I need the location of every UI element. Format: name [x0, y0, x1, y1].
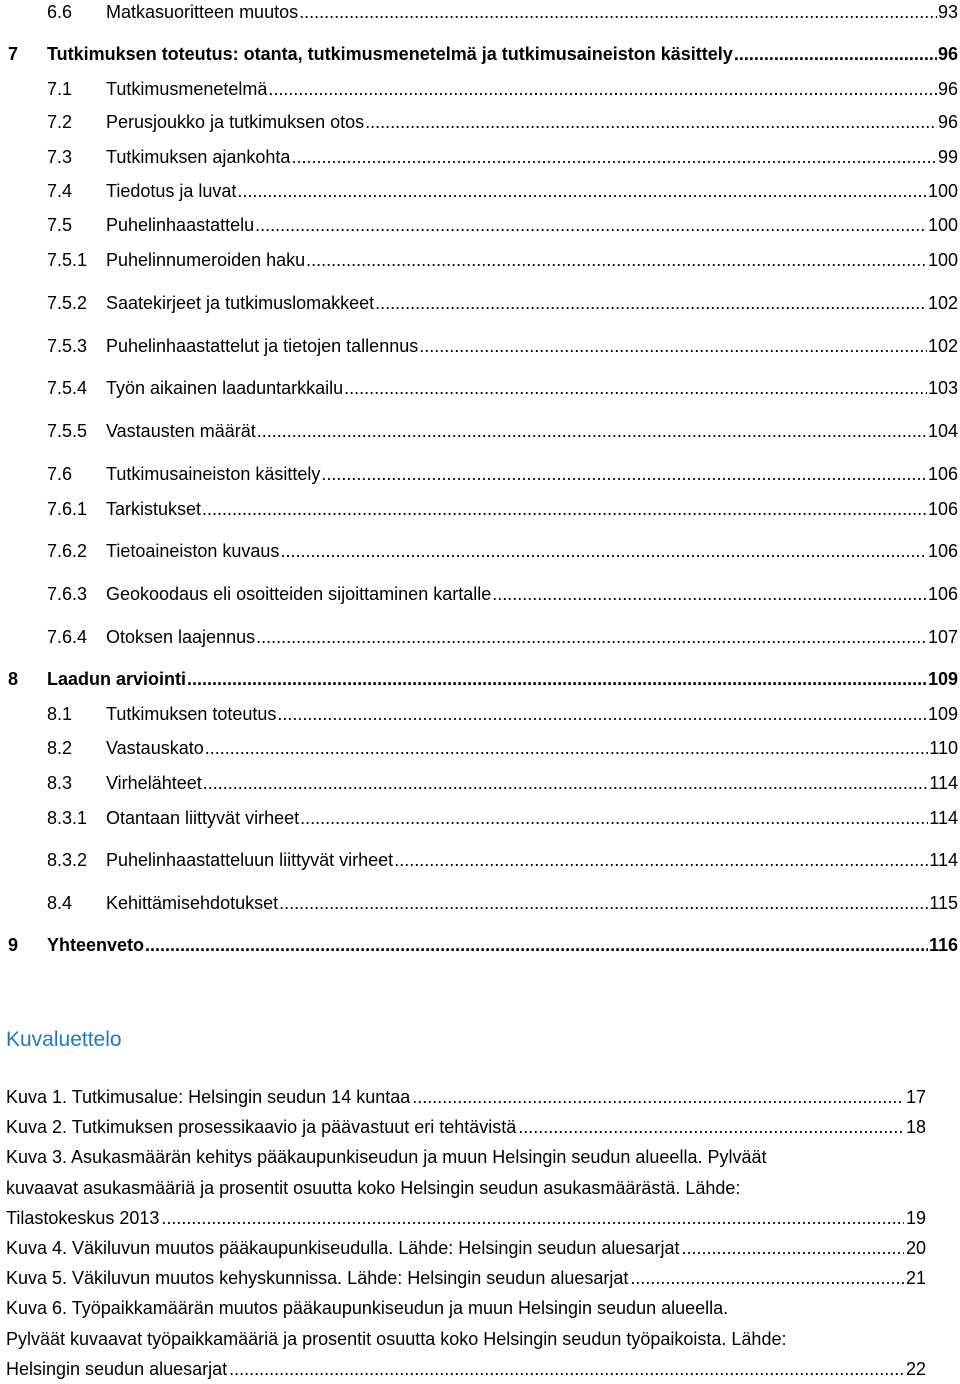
dot-leader: [412, 1082, 904, 1112]
dot-leader: [734, 42, 937, 66]
toc-entry-title: Tarkistukset: [106, 499, 202, 519]
dot-leader: [306, 248, 927, 272]
figure-entry[interactable]: [6, 1142, 926, 1233]
toc-entry-number: 8.4: [47, 893, 73, 913]
toc-entry[interactable]: [0, 334, 958, 358]
toc-entry-page: 96: [937, 79, 958, 99]
toc-entry-page: 115: [929, 893, 958, 913]
toc-entry[interactable]: [0, 702, 958, 726]
toc-entry-number: 7: [8, 44, 19, 64]
toc-entry-title: Puhelinhaastatteluun liittyvät virheet: [106, 850, 394, 870]
toc-entry-number: 7.6.4: [47, 627, 88, 647]
toc-entry-title: Saatekirjeet ja tutkimuslomakkeet: [106, 293, 375, 313]
toc-entry-page: 100: [927, 215, 958, 235]
toc-entry[interactable]: [0, 806, 958, 830]
toc-entry[interactable]: [0, 376, 958, 400]
toc-entry-title: Tutkimuksen ajankohta: [106, 147, 291, 167]
toc-entry-number: 8.3: [47, 773, 73, 793]
figure-entry[interactable]: [6, 1293, 926, 1384]
toc-entry-title: Yhteenveto: [47, 935, 145, 955]
toc-entry-number: 7.1: [47, 79, 73, 99]
dot-leader: [202, 497, 927, 521]
toc-entry-title: Tiedotus ja luvat: [106, 181, 237, 201]
toc-entry-number: 7.5.4: [47, 378, 88, 398]
figure-page: 19: [905, 1207, 926, 1228]
figure-page: 21: [905, 1268, 926, 1289]
figure-caption-line: Kuva 6. Työpaikkamäärän muutos pääkaupunkiseudun ja muun Helsingin seudun alueella.: [6, 1298, 729, 1319]
toc-entry-title: Laadun arviointi: [47, 669, 187, 689]
toc-entry-title: Tutkimusmenetelmä: [106, 79, 268, 99]
toc-entry-title: Puhelinhaastattelut ja tietojen tallennus: [106, 336, 419, 356]
dot-leader: [375, 291, 927, 315]
toc-entry-title: Geokoodaus eli osoitteiden sijoittaminen kartalle: [106, 584, 492, 604]
toc-entry[interactable]: [0, 891, 958, 915]
toc-entry-number: 7.5: [47, 215, 73, 235]
toc-entry[interactable]: [0, 110, 958, 134]
toc-entry-page: 102: [927, 293, 958, 313]
figure-caption-line: kuvaavat asukasmääriä ja prosentit osuutta koko Helsingin seudun asukasmäärästä. Lähde:: [6, 1177, 741, 1198]
dot-leader: [518, 1112, 904, 1142]
figure-caption-line: Kuva 3. Asukasmäärän kehitys pääkaupunkiseudun ja muun Helsingin seudun alueella. Pylväät: [6, 1147, 767, 1168]
figure-caption: Kuva 5. Väkiluvun muutos kehyskunnissa. Lähde: Helsingin seudun aluesarjat: [6, 1268, 629, 1289]
toc-entry[interactable]: [0, 771, 958, 795]
dot-leader: [257, 419, 927, 443]
dot-leader: [492, 582, 927, 606]
toc-entry-number: 7.2: [47, 112, 73, 132]
toc-entry-page: 106: [927, 584, 958, 604]
dot-leader: [300, 806, 928, 830]
toc-entry[interactable]: [0, 736, 958, 760]
toc-entry-number: 7.6: [47, 464, 73, 484]
figure-page: 17: [905, 1087, 926, 1107]
dot-leader: [280, 539, 927, 563]
toc-entry-page: 114: [929, 773, 958, 793]
dot-leader: [630, 1263, 904, 1293]
figure-caption: Kuva 4. Väkiluvun muutos pääkaupunkiseudulla. Lähde: Helsingin seudun aluesarjat: [6, 1238, 680, 1259]
dot-leader: [256, 625, 927, 649]
dot-leader: [203, 771, 929, 795]
dot-leader: [205, 736, 929, 760]
dot-leader: [255, 213, 927, 237]
dot-leader: [279, 891, 928, 915]
toc-entry-title: Otantaan liittyvät virheet: [106, 808, 300, 828]
dot-leader: [419, 334, 927, 358]
toc-entry-number: 7.5.2: [47, 293, 88, 313]
toc-entry-title: Puhelinhaastattelu: [106, 215, 255, 235]
toc-entry-title: Tutkimuksen toteutus: [106, 704, 277, 724]
dot-leader: [365, 110, 937, 134]
figure-entry[interactable]: [6, 1263, 926, 1293]
toc-entry[interactable]: [0, 145, 958, 169]
dot-leader: [229, 1354, 904, 1384]
toc-entry-number: 9: [8, 935, 19, 955]
toc-entry[interactable]: [0, 539, 958, 563]
toc-entry[interactable]: [0, 497, 958, 521]
toc-entry-page: 102: [927, 336, 958, 356]
dot-leader: [681, 1233, 904, 1263]
dot-leader: [299, 0, 937, 24]
toc-entry[interactable]: [0, 291, 958, 315]
toc-entry[interactable]: [0, 462, 958, 486]
figures-heading: Kuvaluettelo: [6, 1028, 122, 1051]
toc-entry[interactable]: [0, 625, 958, 649]
toc-entry-number: 7.5.3: [47, 336, 88, 356]
toc-entry-number: 8.2: [47, 738, 73, 758]
toc-entry-title: Tutkimuksen toteutus: otanta, tutkimusmenetelmä ja tutkimusaineiston käsittely: [47, 44, 733, 64]
figure-page: 22: [905, 1358, 926, 1379]
toc-entry[interactable]: [0, 582, 958, 606]
toc-entry-title: Työn aikainen laaduntarkkailu: [106, 378, 344, 398]
toc-entry-number: 6.6: [47, 2, 73, 22]
toc-entry[interactable]: [0, 213, 958, 237]
toc-entry-number: 8.3.1: [47, 808, 88, 828]
dot-leader: [145, 933, 928, 957]
toc-entry[interactable]: [0, 77, 958, 101]
toc-entry[interactable]: [0, 848, 958, 872]
toc-entry-number: 8: [8, 669, 19, 689]
toc-entry-page: 104: [927, 421, 958, 441]
toc-entry[interactable]: [0, 179, 958, 203]
toc-entry[interactable]: [0, 933, 958, 957]
toc-entry-number: 7.6.2: [47, 541, 88, 561]
toc-entry-title: Virhelähteet: [106, 773, 202, 793]
toc-entry-page: 93: [937, 2, 958, 22]
toc-entry-title: Perusjoukko ja tutkimuksen otos: [106, 112, 365, 132]
toc-entry-number: 8.1: [47, 704, 73, 724]
toc-entry-page: 110: [929, 738, 958, 758]
toc-entry-page: 109: [927, 704, 958, 724]
toc-entry-number: 7.5.5: [47, 421, 88, 441]
toc-entry-title: Vastausten määrät: [106, 421, 256, 441]
dot-leader: [321, 462, 927, 486]
toc-entry-title: Tietoaineiston kuvaus: [106, 541, 280, 561]
toc-entry[interactable]: [0, 667, 958, 691]
toc-entry-page: 114: [929, 808, 958, 828]
dot-leader: [394, 848, 928, 872]
toc-entry-page: 96: [937, 112, 958, 132]
toc-entry-number: 7.3: [47, 147, 73, 167]
toc-entry-number: 7.4: [47, 181, 73, 201]
figure-caption-line: Pylväät kuvaavat työpaikkamääriä ja prosentit osuutta koko Helsingin seudun työpaikoista. Lähde:: [6, 1328, 787, 1349]
toc-entry-page: 114: [929, 850, 958, 870]
toc-entry-number: 7.6.3: [47, 584, 88, 604]
toc-entry-number: 7.5.1: [47, 250, 88, 270]
dot-leader: [291, 145, 937, 169]
figure-caption: Tilastokeskus 2013: [6, 1207, 160, 1228]
dot-leader: [277, 702, 927, 726]
toc-entry-page: 106: [927, 464, 958, 484]
toc-entry-title: Matkasuoritteen muutos: [106, 2, 299, 22]
dot-leader: [344, 376, 927, 400]
toc-entry-page: 106: [927, 499, 958, 519]
toc-entry-page: 103: [927, 378, 958, 398]
toc-entry-title: Otoksen laajennus: [106, 627, 256, 647]
toc-entry-title: Vastauskato: [106, 738, 204, 758]
figure-page: 18: [905, 1117, 926, 1138]
figure-list: [6, 1082, 926, 1384]
toc-entry[interactable]: [0, 42, 958, 66]
toc-entry-page: 100: [927, 250, 958, 270]
toc-entry-page: 99: [937, 147, 958, 167]
figure-entry[interactable]: [6, 1233, 926, 1263]
dot-leader: [268, 77, 937, 101]
toc-entry-title: Puhelinnumeroiden haku: [106, 250, 306, 270]
figure-entry[interactable]: [6, 1082, 926, 1112]
figure-caption: Helsingin seudun aluesarjat: [6, 1358, 228, 1379]
figure-caption: Kuva 2. Tutkimuksen prosessikaavio ja päävastuut eri tehtävistä: [6, 1117, 517, 1138]
toc-entry-page: 96: [937, 44, 958, 64]
figure-caption: Kuva 1. Tutkimusalue: Helsingin seudun 14 kuntaa: [6, 1087, 411, 1107]
dot-leader: [187, 667, 927, 691]
toc-entry-number: 8.3.2: [47, 850, 88, 870]
toc-entry-page: 116: [928, 935, 958, 955]
toc-entry-title: Tutkimusaineiston käsittely: [106, 464, 321, 484]
figure-page: 20: [905, 1238, 926, 1259]
toc-entry[interactable]: [0, 419, 958, 443]
toc-entry-page: 107: [927, 627, 958, 647]
toc-entry[interactable]: [0, 0, 958, 24]
toc-entry-page: 100: [927, 181, 958, 201]
toc-entry-number: 7.6.1: [47, 499, 88, 519]
toc-entry-page: 106: [927, 541, 958, 561]
dot-leader: [237, 179, 927, 203]
toc-entry-title: Kehittämisehdotukset: [106, 893, 279, 913]
dot-leader: [161, 1203, 904, 1233]
figure-entry[interactable]: [6, 1112, 926, 1142]
toc-entry-page: 109: [927, 669, 958, 689]
toc-entry[interactable]: [0, 248, 958, 272]
